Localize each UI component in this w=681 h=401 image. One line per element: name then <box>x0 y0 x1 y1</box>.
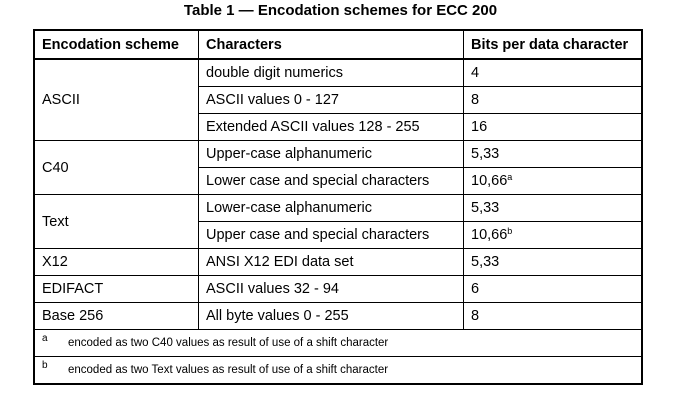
footnote-mark: b <box>42 360 48 371</box>
characters-cell: Upper case and special characters <box>199 222 464 249</box>
footnote-text: encoded as two Text values as result of use of a shift character <box>68 364 389 376</box>
characters-cell: All byte values 0 - 255 <box>199 303 464 330</box>
bits-cell: 4 <box>464 59 643 87</box>
bits-cell <box>464 168 643 195</box>
footnote-row <box>34 330 642 357</box>
characters-cell: Extended ASCII values 128 - 255 <box>199 114 464 141</box>
header-characters: Characters <box>199 30 464 59</box>
scheme-c40: C40 <box>34 141 199 195</box>
table-row <box>34 141 642 168</box>
table-row <box>34 59 642 87</box>
characters-cell: Upper-case alphanumeric <box>199 141 464 168</box>
footnote-mark: a <box>42 333 48 344</box>
scheme-base-256: Base 256 <box>34 303 199 330</box>
header-encodation-scheme: Encodation scheme <box>34 30 199 59</box>
footnote-ref-a: a <box>507 172 513 182</box>
scheme-edifact: EDIFACT <box>34 276 199 303</box>
footnote-b <box>34 357 642 385</box>
characters-cell: ASCII values 0 - 127 <box>199 87 464 114</box>
characters-cell: Lower case and special characters <box>199 168 464 195</box>
bits-cell: 5,33 <box>464 141 643 168</box>
footnote-a <box>34 330 642 357</box>
footnote-text: encoded as two C40 values as result of use of a shift character <box>68 337 389 349</box>
table-row <box>34 303 642 330</box>
header-bits-per-data-character: Bits per data character <box>464 30 643 59</box>
scheme-text: Text <box>34 195 199 249</box>
table-row <box>34 276 642 303</box>
bits-value: 10,66 <box>471 173 508 189</box>
footnote-row <box>34 357 642 385</box>
characters-cell: ASCII values 32 - 94 <box>199 276 464 303</box>
bits-value: 10,66 <box>471 227 508 243</box>
bits-cell <box>464 222 643 249</box>
characters-cell: double digit numerics <box>199 59 464 87</box>
bits-cell: 5,33 <box>464 195 643 222</box>
bits-cell: 8 <box>464 87 643 114</box>
table-row <box>34 249 642 276</box>
scheme-x12: X12 <box>34 249 199 276</box>
bits-cell: 8 <box>464 303 643 330</box>
bits-cell: 6 <box>464 276 643 303</box>
table-row <box>34 195 642 222</box>
table-title: Table 1 — Encodation schemes for ECC 200 <box>183 2 498 19</box>
encodation-table <box>33 29 643 385</box>
characters-cell: ANSI X12 EDI data set <box>199 249 464 276</box>
footnote-ref-b: b <box>507 226 513 236</box>
scheme-ascii: ASCII <box>34 59 199 141</box>
table-header-row <box>34 30 642 59</box>
bits-cell: 16 <box>464 114 643 141</box>
characters-cell: Lower-case alphanumeric <box>199 195 464 222</box>
bits-cell: 5,33 <box>464 249 643 276</box>
